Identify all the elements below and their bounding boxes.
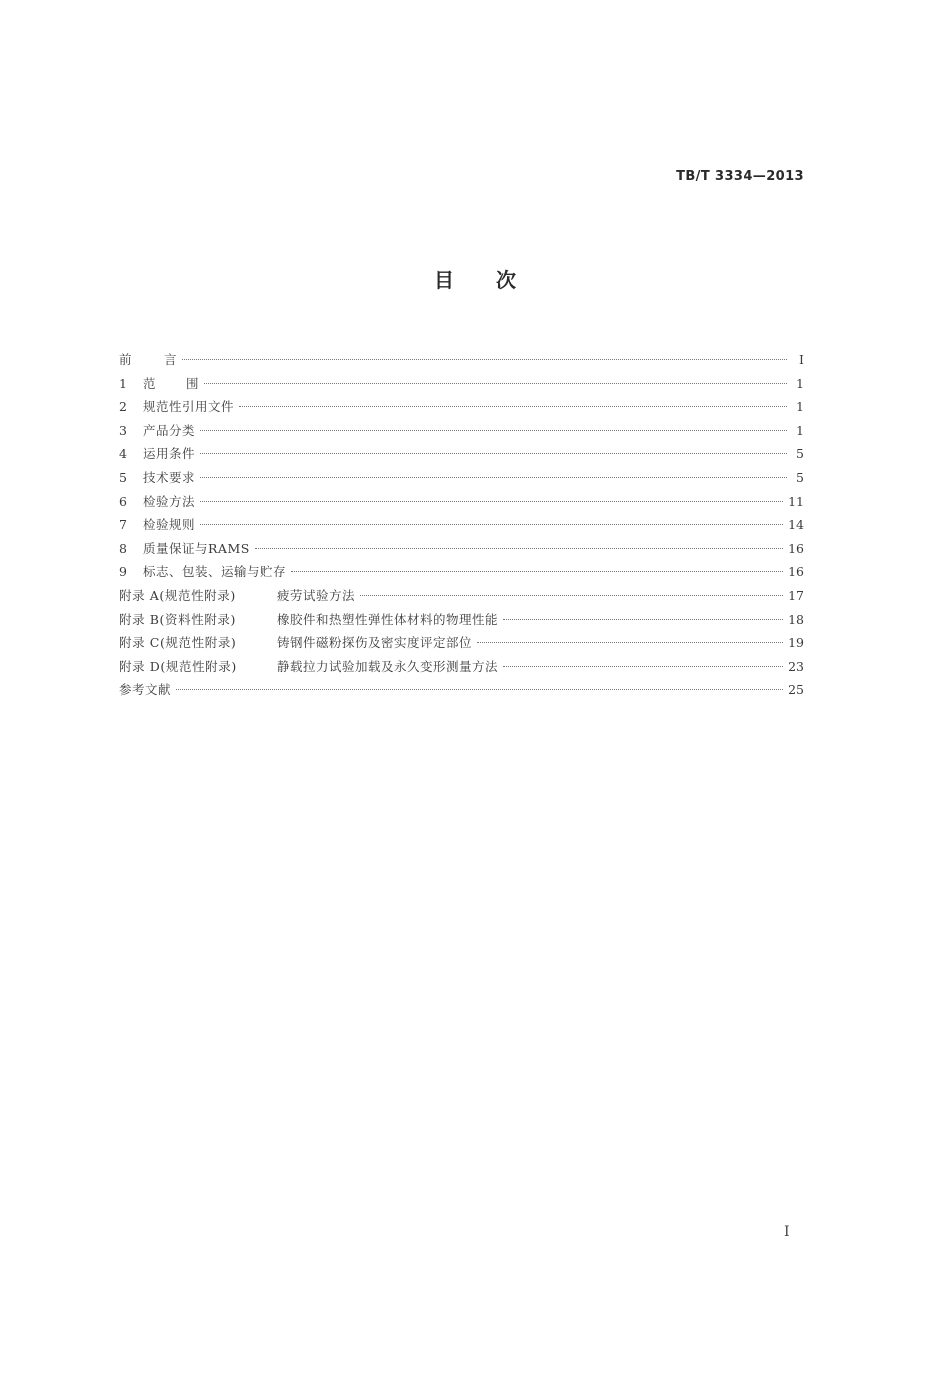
toc-entry[interactable] [119, 468, 804, 492]
table-of-contents [119, 350, 804, 704]
toc-entry-number: 2 [119, 399, 127, 415]
toc-page-number: 23 [788, 658, 804, 674]
toc-entry-label: 静载拉力试验加载及永久变形测量方法 [277, 658, 499, 674]
toc-entry-label: 质量保证与RAMS [143, 540, 250, 556]
toc-entry-number: 9 [119, 564, 127, 580]
toc-entry-number: 7 [119, 517, 127, 533]
appendix-tag: 附录 B(资料性附录) [119, 611, 237, 627]
toc-page-number: 25 [788, 682, 804, 698]
toc-entry-label: 检验方法 [143, 493, 196, 509]
toc-entry-label: 疲劳试验方法 [277, 587, 356, 603]
toc-entry-label: 标志、包装、运输与贮存 [143, 564, 287, 580]
toc-entry[interactable] [119, 444, 804, 468]
toc-appendix-entry[interactable] [119, 633, 804, 657]
toc-entry-references[interactable] [119, 680, 804, 704]
leader-dots [204, 383, 787, 384]
toc-entry-label: 产品分类 [143, 422, 196, 438]
toc-page-number: 17 [788, 587, 804, 603]
appendix-tag: 附录 C(规范性附录) [119, 635, 237, 651]
leader-dots [200, 524, 783, 525]
toc-page-number: 1 [796, 399, 804, 415]
title-char-1: 目 [434, 268, 454, 292]
toc-appendix-entry[interactable] [119, 586, 804, 610]
leader-dots [291, 571, 783, 572]
toc-entry-label: 运用条件 [143, 446, 196, 462]
leader-dots [477, 642, 783, 643]
toc-entry-number: 1 [119, 375, 127, 391]
toc-entry-label: 铸钢件磁粉探伤及密实度评定部位 [277, 635, 473, 651]
toc-page-number: 18 [788, 611, 804, 627]
toc-page-number: 11 [788, 493, 804, 509]
toc-appendix-entry[interactable] [119, 610, 804, 634]
toc-entry[interactable] [119, 397, 804, 421]
page-title [0, 264, 950, 293]
leader-dots [200, 477, 787, 478]
toc-page-number: 14 [788, 517, 804, 533]
leader-dots [503, 666, 783, 667]
toc-entry-label: 检验规则 [143, 517, 196, 533]
leader-dots [200, 501, 783, 502]
toc-page-number: 19 [788, 635, 804, 651]
toc-page-number: 5 [796, 446, 804, 462]
toc-page-number: 1 [796, 422, 804, 438]
toc-entry-number: 8 [119, 540, 127, 556]
toc-appendix-entry[interactable] [119, 657, 804, 681]
title-char-2: 次 [496, 268, 516, 292]
appendix-tag: 附录 D(规范性附录) [119, 658, 237, 674]
leader-dots [200, 453, 787, 454]
toc-entry[interactable] [119, 492, 804, 516]
toc-entry-label: 范 围 [143, 375, 200, 391]
toc-entry-scope[interactable] [119, 374, 804, 398]
toc-entry-foreword[interactable] [119, 350, 804, 374]
toc-entry-label: 橡胶件和热塑性弹性体材料的物理性能 [277, 611, 499, 627]
toc-entry-label: 规范性引用文件 [143, 399, 235, 415]
toc-page-number: Ⅰ [799, 352, 804, 367]
leader-dots [182, 359, 787, 360]
appendix-tag: 附录 A(规范性附录) [119, 587, 236, 603]
toc-entry[interactable] [119, 515, 804, 539]
toc-entry[interactable] [119, 539, 804, 563]
leader-dots [176, 689, 783, 690]
leader-dots [360, 595, 783, 596]
standard-code: TB/T 3334—2013 [676, 169, 804, 184]
toc-page-number: 16 [788, 564, 804, 580]
toc-page-number: 5 [796, 469, 804, 485]
leader-dots [503, 619, 783, 620]
toc-page-number: 1 [796, 375, 804, 391]
toc-entry-label: 参考文献 [119, 682, 172, 698]
toc-entry-number: 6 [119, 493, 127, 509]
toc-entry-number: 3 [119, 422, 127, 438]
toc-entry-number: 4 [119, 446, 127, 462]
toc-entry-label: 前 言 [119, 352, 178, 367]
toc-page-number: 16 [788, 540, 804, 556]
toc-entry[interactable] [119, 421, 804, 445]
leader-dots [239, 406, 787, 407]
toc-entry[interactable] [119, 562, 804, 586]
toc-entry-number: 5 [119, 469, 127, 485]
page-number: I [784, 1224, 790, 1240]
leader-dots [255, 548, 783, 549]
toc-entry-label: 技术要求 [143, 469, 196, 485]
leader-dots [200, 430, 787, 431]
